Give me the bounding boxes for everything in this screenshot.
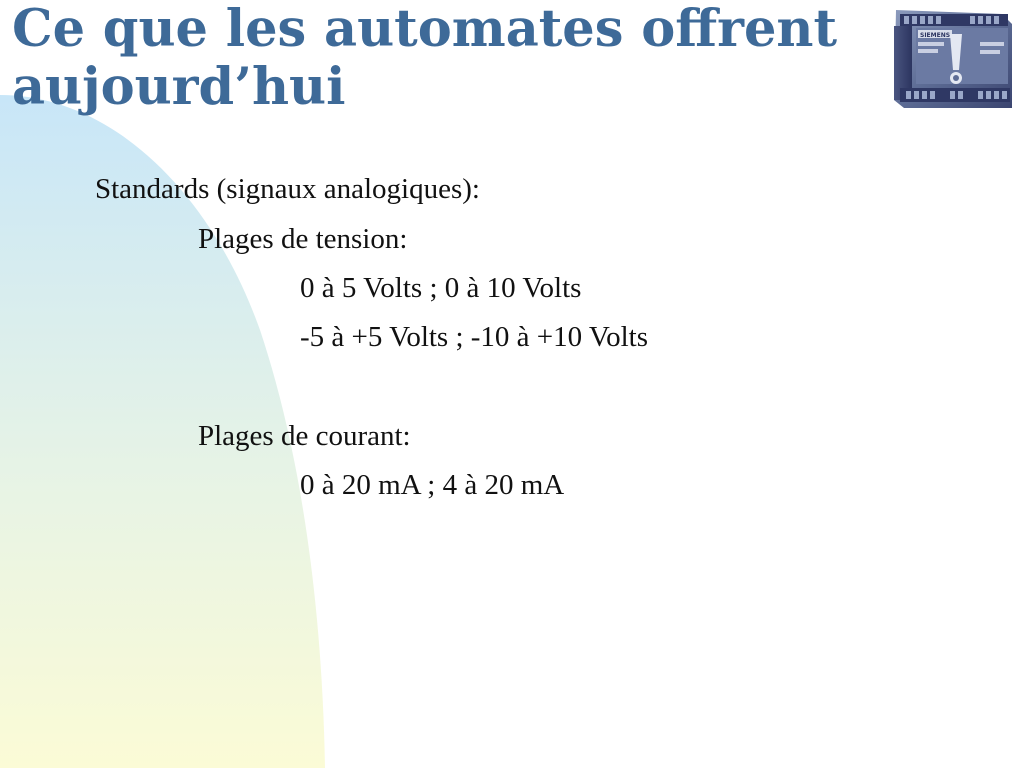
slide-title — [12, 0, 872, 116]
current-ranges-label: Plages de courant: — [198, 420, 411, 452]
voltage-range-line-1: 0 à 5 Volts ; 0 à 10 Volts — [300, 272, 582, 304]
siemens-logo-text: SIEMENS — [920, 32, 951, 39]
slide-title-line-2: aujourd’hui — [12, 57, 346, 117]
voltage-range-line-2: -5 à +5 Volts ; -10 à +10 Volts — [300, 321, 648, 353]
slide-title-line-1: Ce que les automates offrent — [12, 0, 838, 59]
voltage-ranges-label: Plages de tension: — [198, 223, 408, 255]
plc-device-image — [890, 4, 1016, 110]
body-heading: Standards (signaux analogiques): — [95, 173, 480, 205]
current-range-line-1: 0 à 20 mA ; 4 à 20 mA — [300, 469, 565, 501]
